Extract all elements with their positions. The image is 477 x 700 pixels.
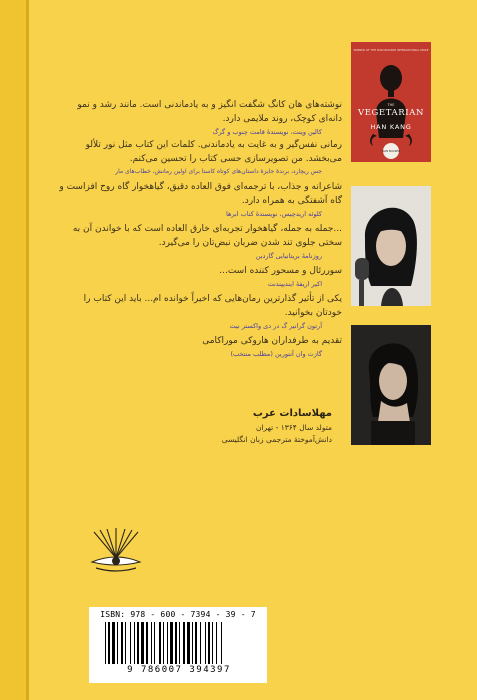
review-quote-1: نوشته‌های هان کانگ شگفت انگیز و به یادماندنی است. مانند رشد و نمو دانه‌ای کوچک، روند ملایمی دارد. <box>77 100 342 124</box>
book-cover-title: VEGETARIAN <box>357 108 425 118</box>
translator-born: متولد سال ۱۳۶۴ - تهران <box>255 423 332 432</box>
translator-name: مهلاسادات عرب <box>252 408 332 419</box>
review-source-4: روزنامهٔ بریتانیایی گاردین <box>255 252 322 260</box>
book-cover-top-line: WINNER OF THE MAN BOOKER INTERNATIONAL PRIZE <box>353 48 429 52</box>
barcode-icon <box>103 622 253 664</box>
book-cover-the: THE <box>387 103 395 107</box>
book-cover-author: HAN KANG <box>370 123 412 131</box>
isbn-text: ISBN: 978 - 600 - 7394 - 39 - 7 <box>100 610 256 619</box>
book-cover-image <box>351 42 431 162</box>
book-cover-badge: MAN BOOKER <box>382 150 400 153</box>
translator-photo <box>351 325 431 445</box>
author-photo <box>351 186 431 306</box>
review-quote-5: سوررئال و مسحور کننده است... <box>219 266 342 276</box>
review-quote-4: ...جمله به جمله، گیاهخوار تجربه‌ای خارق العاده است که با خواندن آن به سختی جلوی تند شدن ضربان نبض‌تان را می‌گیرد. <box>72 224 342 248</box>
review-source-2: جس ریچارد، برندهٔ جایزهٔ داستان‌های کوتاه کاستا برای اولین رمانش، خطاب‌های مار <box>115 168 322 175</box>
book-spine <box>0 0 26 700</box>
review-quote-7: تقدیم به طرفداران هاروکی موراکامی <box>202 336 342 346</box>
review-quote-2: رمانی نفس‌گیر و به غایت به یادماندنی. کلمات این کتاب مثل نور تلألو می‌بخشد. من تصویرسازی حسی کتاب را تحسین می‌کنم. <box>85 140 342 164</box>
review-source-5: اکیر اریفهٔ ایندیپندنت <box>267 280 322 288</box>
review-quote-6: یکی از تأثیر گذارترین رمان‌هایی که اخیراً خوانده ام... باید این کتاب را خودتان بخوانید. <box>83 294 342 318</box>
translator-info <box>210 406 332 446</box>
review-source-6: آرتون گرانیر گ در دی واکستر نیت <box>229 322 322 330</box>
review-source-7: گازت وان آنتورین (مطلب منتخب) <box>230 350 322 358</box>
translator-bio: دانش‌آموختهٔ مترجمی زبان انگلیسی <box>221 435 332 444</box>
review-quote-3: شاعرانه و جذاب، با ترجمه‌ای فوق العاده دقیق، گیاهخوار گاه روح افزاست و گاه آشفتگی به همراه دارد. <box>59 182 342 206</box>
review-source-3: کلوئه اریدچیس، نویسندهٔ کتاب ابرها <box>225 210 322 218</box>
publisher-logo <box>88 528 144 574</box>
barcode-digits: 9 786007 394397 <box>127 665 231 675</box>
review-source-1: کالین وینت، نویسندهٔ قامت چنوب و گرگ <box>212 128 322 136</box>
barcode-label <box>89 607 267 683</box>
